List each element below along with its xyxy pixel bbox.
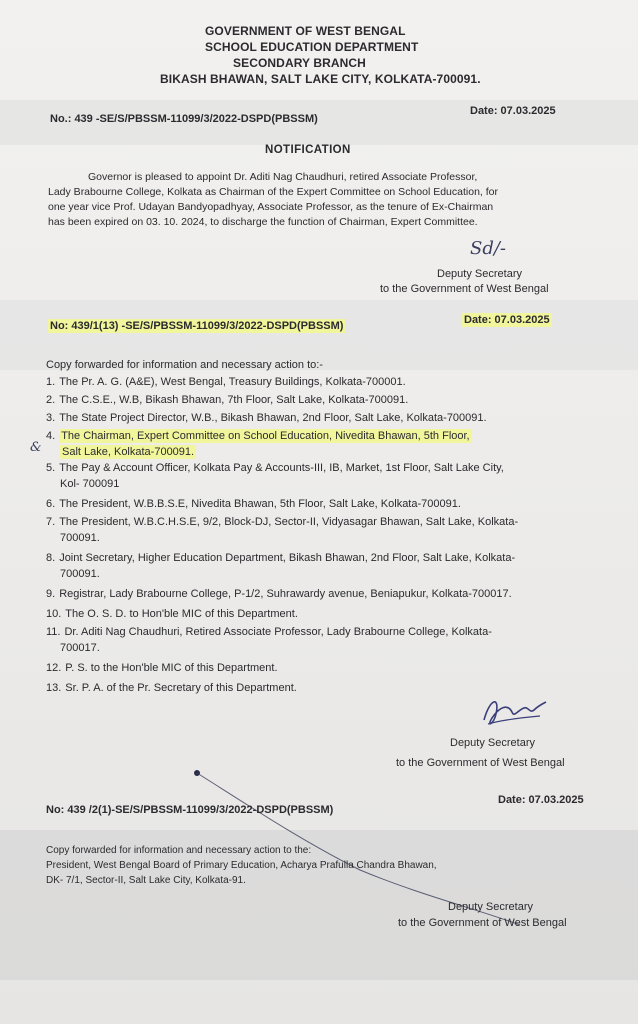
notification-line: Lady Brabourne College, Kolkata as Chairman of the Expert Committee on School Education, for <box>48 186 498 198</box>
memo-date: Date: 07.03.2025 <box>498 794 584 806</box>
signatory-org: to the Government of West Bengal <box>380 283 549 295</box>
list-item-text: Registrar, Lady Brabourne College, P-1/2, Suhrawardy avenue, Beniapukur, Kolkata-700017. <box>59 588 512 600</box>
memo-number: No.: 439 -SE/S/PBSSM-11099/3/2022-DSPD(PBSSM) <box>50 113 318 125</box>
sd-mark: Sd/- <box>470 238 506 259</box>
notification-line: Governor is pleased to appoint Dr. Aditi Nag Chaudhuri, retired Associate Professor, <box>88 171 478 183</box>
list-item-text: The Pay & Account Officer, Kolkata Pay & Accounts-III, IB, Market, 1st Floor, Salt Lake City, <box>59 462 504 474</box>
list-item-text: The President, W.B.B.S.E, Nivedita Bhawan, 5th Floor, Salt Lake, Kolkata-700091. <box>59 498 461 510</box>
list-item-number: 10. <box>46 608 62 620</box>
signatory-title: Deputy Secretary <box>448 901 533 913</box>
memo-number-text: No: 439/1(13) -SE/S/PBSSM-11099/3/2022-DSPD(PBSSM) <box>50 320 344 332</box>
list-item-text: P. S. to the Hon'ble MIC of this Department. <box>65 662 278 674</box>
list-item-text: The Chairman, Expert Committee on School Education, Nivedita Bhawan, 5th Floor, <box>61 430 470 442</box>
list-item-text: The Pr. A. G. (A&E), West Bengal, Treasury Buildings, Kolkata-700001. <box>59 376 406 388</box>
signatory-org: to the Government of West Bengal <box>396 757 565 769</box>
list-item-text: The President, W.B.C.H.S.E, 9/2, Block-DJ, Sector-II, Vidyasagar Bhawan, Salt Lake, Kolkata- <box>59 516 519 528</box>
list-item-line: 700017. <box>60 642 100 654</box>
list-item-number: 4. <box>46 430 56 442</box>
notification-line: has been expired on 03. 10. 2024, to discharge the function of Chairman, Expert Committee. <box>48 216 478 228</box>
list-item-number: 7. <box>46 516 56 528</box>
list-item-text: Dr. Aditi Nag Chaudhuri, Retired Associate Professor, Lady Brabourne College, Kolkata- <box>64 626 492 638</box>
header-government: GOVERNMENT OF WEST BENGAL <box>205 24 406 38</box>
header-address: BIKASH BHAWAN, SALT LAKE CITY, KOLKATA-700091. <box>160 72 481 86</box>
memo3-line: DK- 7/1, Sector-II, Salt Lake City, Kolkata-91. <box>46 875 246 886</box>
list-item-line: 700091. <box>60 532 100 544</box>
memo-date: Date: 07.03.2025 <box>470 105 556 117</box>
memo-number: No: 439 /2(1)-SE/S/PBSSM-11099/3/2022-DSPD(PBSSM) <box>46 804 334 816</box>
header-department: SCHOOL EDUCATION DEPARTMENT <box>205 40 419 54</box>
list-item-number: 9. <box>46 588 56 600</box>
list-item-text: The State Project Director, W.B., Bikash Bhawan, 2nd Floor, Salt Lake, Kolkata-700091. <box>59 412 487 424</box>
list-item-number: 3. <box>46 412 56 424</box>
signatory-title: Deputy Secretary <box>450 737 535 749</box>
list-item-number: 8. <box>46 552 56 564</box>
copy-intro: Copy forwarded for information and necessary action to:- <box>46 359 323 371</box>
signatory-org: to the Government of West Bengal <box>398 917 567 929</box>
list-item-text: Joint Secretary, Higher Education Department, Bikash Bhawan, 2nd Floor, Salt Lake, Kolkata- <box>59 552 516 564</box>
notification-title: NOTIFICATION <box>265 144 351 156</box>
list-item-number: 11. <box>46 626 61 638</box>
memo3-line: Copy forwarded for information and necessary action to the: <box>46 845 312 856</box>
memo3-body <box>46 843 437 888</box>
list-item-text: The C.S.E., W.B, Bikash Bhawan, 7th Floor, Salt Lake, Kolkata-700091. <box>59 394 409 406</box>
memo-date-text: Date: 07.03.2025 <box>464 314 550 326</box>
list-item-line: Kol- 700091 <box>60 478 120 490</box>
memo3-line: President, West Bengal Board of Primary Education, Acharya Prafulla Chandra Bhawan, <box>46 860 437 871</box>
list-item-text: Salt Lake, Kolkata-700091. <box>62 446 195 458</box>
list-item-text: Sr. P. A. of the Pr. Secretary of this Department. <box>65 682 297 694</box>
list-item-text: The O. S. D. to Hon'ble MIC of this Department. <box>65 608 298 620</box>
header-branch: SECONDARY BRANCH <box>233 56 366 70</box>
list-item-line: 700091. <box>60 568 100 580</box>
list-item-number: 5. <box>46 462 56 474</box>
list-item-number: 1. <box>46 376 56 388</box>
signatory-title: Deputy Secretary <box>437 268 522 280</box>
tick-mark: & <box>30 440 42 455</box>
list-item-number: 6. <box>46 498 56 510</box>
notification-line: one year vice Prof. Udayan Bandyopadhyay, Associate Professor, as the tenure of Ex-Chairman <box>48 201 494 213</box>
list-item-number: 2. <box>46 394 56 406</box>
list-item-number: 12. <box>46 662 62 674</box>
list-item-number: 13. <box>46 682 62 694</box>
